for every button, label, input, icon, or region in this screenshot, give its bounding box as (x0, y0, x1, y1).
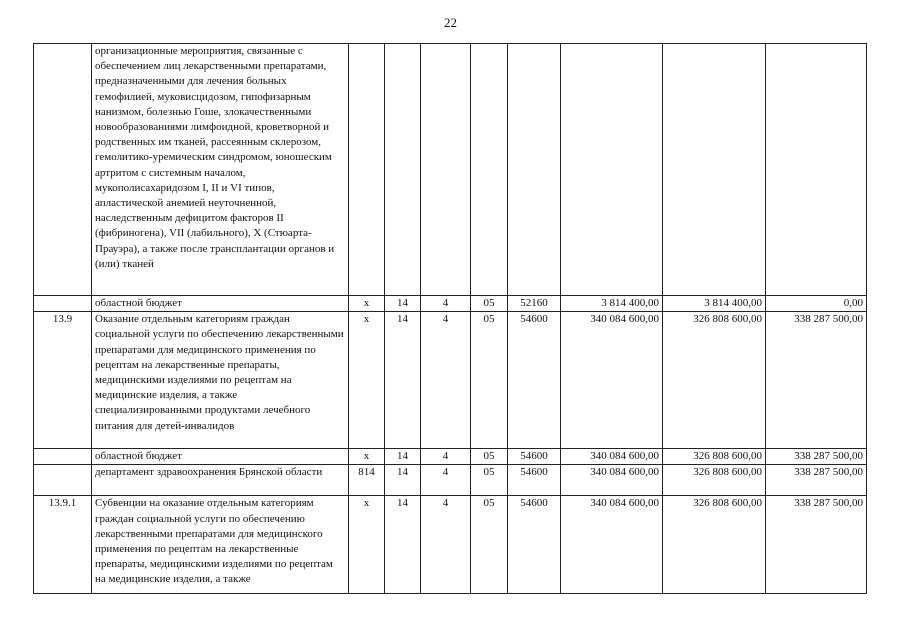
cell-csr-program: 05 (471, 312, 508, 449)
cell-csr-direction: 54600 (508, 449, 561, 465)
table-row (34, 44, 867, 296)
row-number (34, 449, 92, 465)
cell-csr-direction (508, 44, 561, 296)
row-description: областной бюджет (92, 296, 349, 312)
cell-gr: х (349, 312, 385, 449)
row-number (34, 465, 92, 496)
cell-csr-program: 05 (471, 496, 508, 594)
cell-csr-program: 05 (471, 449, 508, 465)
table-row (34, 449, 867, 465)
cell-amount-year3: 338 287 500,00 (766, 465, 867, 496)
cell-pr: 4 (421, 449, 471, 465)
table-row (34, 465, 867, 496)
row-description: Субвенции на оказание отдельным категориям граждан социальной услуги по обеспечению лекарственными препаратами для медицинского применения по рецептам на лекарственные препараты, медицинскими изделиями по рецептам на медицинские изделия, а также (92, 496, 349, 594)
cell-amount-year1 (561, 44, 663, 296)
cell-pr: 4 (421, 296, 471, 312)
cell-csr-direction: 54600 (508, 312, 561, 449)
cell-pr: 4 (421, 312, 471, 449)
row-description: организационные мероприятия, связанные с обеспечением лиц лекарственными препаратами, предназначенными для лечения больных гемофилией, муковисцидозом, гипофизарным нанизмом, болезнью Гоше, злокачественными новообразованиями лимфоидной, кроветворной и родственных им тканей, рассеянным склерозом, гемолитико-уремическим синдромом, юношеским артритом с системным началом, мукополисахаридозом I, II и VI типов, апластической анемией неуточненной, наследственным дефицитом факторов II (фибриногена), VII (лабильного), X (Стюарта-Прауэра), а также после трансплантации органов и (или) тканей (92, 44, 349, 296)
table-row (34, 296, 867, 312)
page-number: 22 (444, 15, 457, 30)
cell-gr: х (349, 496, 385, 594)
cell-amount-year1: 340 084 600,00 (561, 312, 663, 449)
row-number: 13.9.1 (34, 496, 92, 594)
cell-amount-year3: 338 287 500,00 (766, 312, 867, 449)
cell-amount-year1: 340 084 600,00 (561, 496, 663, 594)
cell-rz: 14 (385, 496, 421, 594)
cell-csr-direction: 52160 (508, 296, 561, 312)
row-number: 13.9 (34, 312, 92, 449)
cell-csr-program: 05 (471, 465, 508, 496)
cell-rz: 14 (385, 449, 421, 465)
cell-csr-program: 05 (471, 296, 508, 312)
table-row (34, 312, 867, 449)
cell-gr: х (349, 449, 385, 465)
row-description: департамент здравоохранения Брянской области (92, 465, 349, 496)
cell-amount-year2 (663, 44, 766, 296)
cell-csr-direction: 54600 (508, 465, 561, 496)
cell-pr: 4 (421, 465, 471, 496)
row-number (34, 296, 92, 312)
cell-pr: 4 (421, 496, 471, 594)
row-number (34, 44, 92, 296)
cell-amount-year3: 338 287 500,00 (766, 496, 867, 594)
cell-amount-year2: 3 814 400,00 (663, 296, 766, 312)
cell-amount-year2: 326 808 600,00 (663, 465, 766, 496)
cell-amount-year1: 340 084 600,00 (561, 449, 663, 465)
cell-rz: 14 (385, 312, 421, 449)
budget-table (33, 43, 867, 594)
table-row (34, 496, 867, 594)
cell-amount-year3: 0,00 (766, 296, 867, 312)
cell-amount-year3: 338 287 500,00 (766, 449, 867, 465)
cell-amount-year1: 340 084 600,00 (561, 465, 663, 496)
cell-gr: х (349, 296, 385, 312)
cell-pr (421, 44, 471, 296)
cell-gr (349, 44, 385, 296)
cell-csr-program (471, 44, 508, 296)
cell-csr-direction: 54600 (508, 496, 561, 594)
cell-amount-year1: 3 814 400,00 (561, 296, 663, 312)
cell-rz: 14 (385, 465, 421, 496)
cell-rz (385, 44, 421, 296)
cell-amount-year3 (766, 44, 867, 296)
cell-rz: 14 (385, 296, 421, 312)
cell-amount-year2: 326 808 600,00 (663, 496, 766, 594)
cell-amount-year2: 326 808 600,00 (663, 312, 766, 449)
row-description: областной бюджет (92, 449, 349, 465)
cell-gr: 814 (349, 465, 385, 496)
cell-amount-year2: 326 808 600,00 (663, 449, 766, 465)
row-description: Оказание отдельным категориям граждан социальной услуги по обеспечению лекарственными препаратами для медицинского применения по рецептам на лекарственные препараты, медицинскими изделиями по рецептам на медицинские изделия, а также специализированными продуктами лечебного питания для детей-инвалидов (92, 312, 349, 449)
